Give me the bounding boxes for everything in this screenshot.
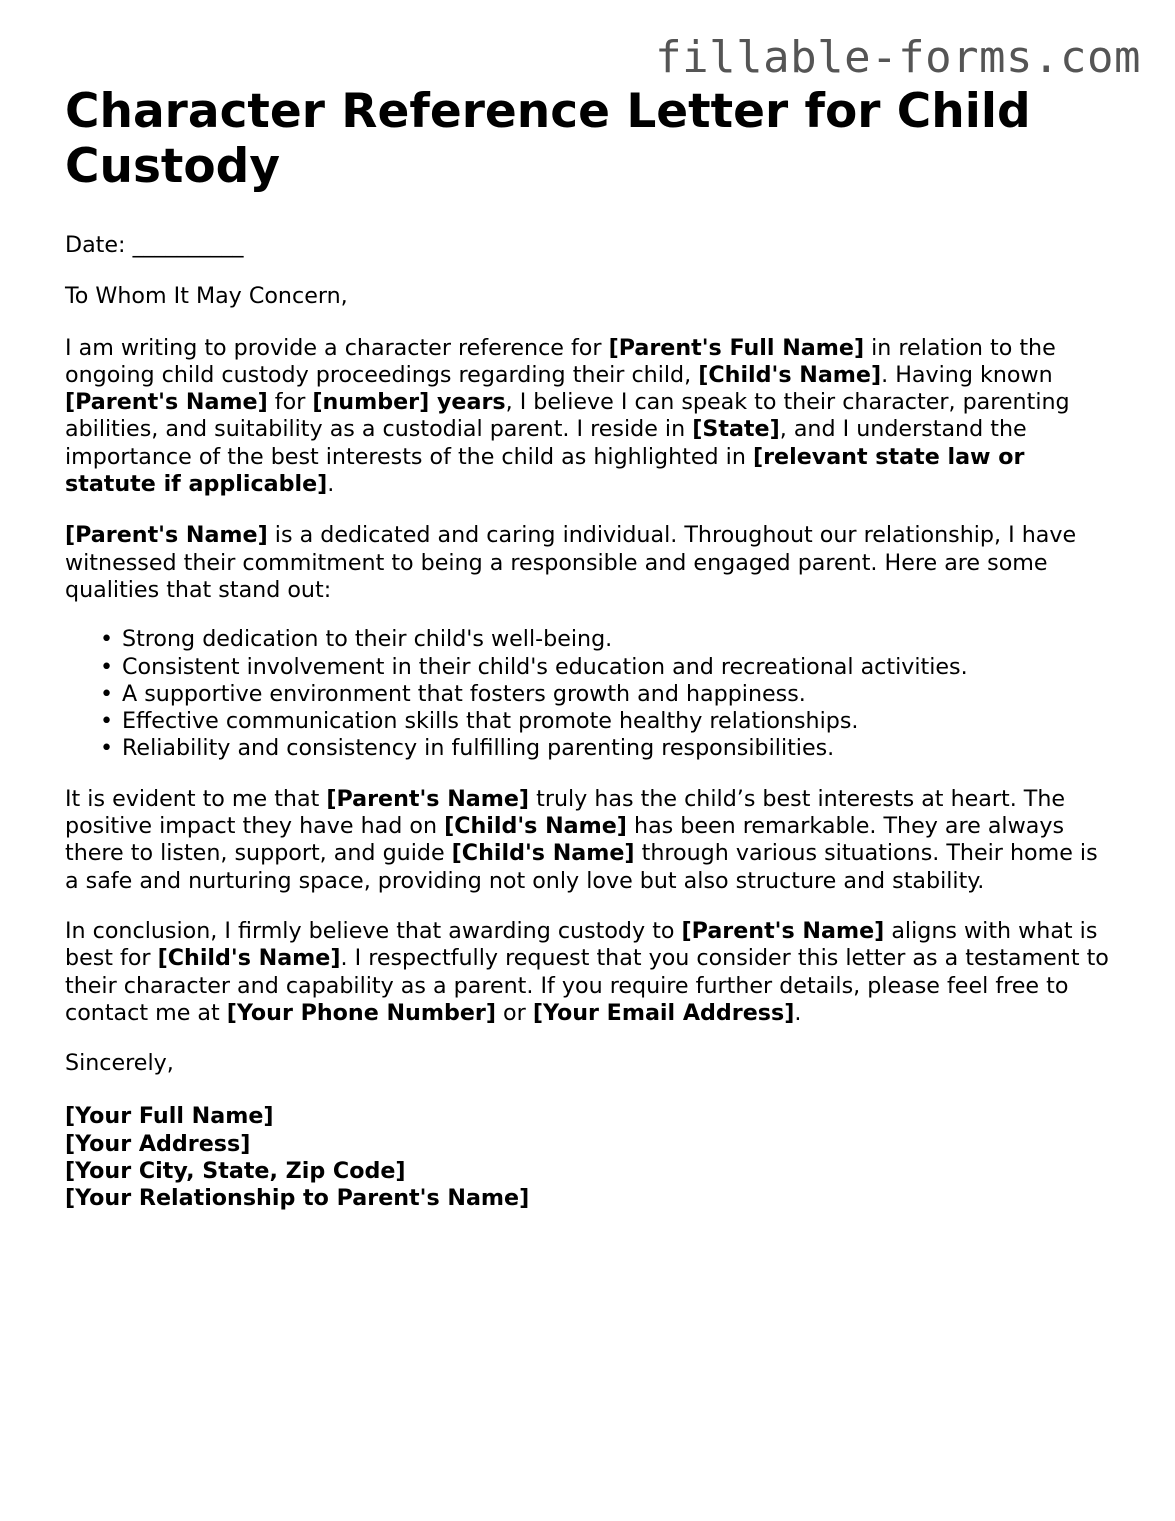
text-span: is a dedicated and caring individual. Throughout our relationship, I have witnessed their commitment to being a responsible and engaged parent. Here are some qualities that stand out: (65, 522, 1077, 603)
page-title: Character Reference Letter for Child Custody (65, 84, 1031, 194)
paragraph-evidence (65, 786, 1115, 895)
text-span: It is evident to me that (65, 785, 327, 812)
placeholder-parent-name: [Parent's Name] (65, 522, 268, 549)
signature-city-state-zip: [Your City, State, Zip Code] (65, 1158, 406, 1185)
placeholder-child-name: [Child's Name] (157, 945, 341, 972)
date-label: Date: (65, 232, 126, 258)
bullet-icon: • (100, 735, 114, 762)
watermark: fillable-forms.com (655, 32, 1141, 83)
list-item-text: Effective communication skills that promote healthy relationships. (122, 708, 859, 735)
list-item (100, 735, 1115, 762)
placeholder-child-name: [Child's Name] (451, 840, 635, 867)
date-line (65, 232, 1115, 259)
text-span: for (267, 389, 313, 416)
text-span: in relation to the ongoing child custody proceedings regarding their child, (65, 334, 1056, 388)
signature-block (65, 1103, 1115, 1212)
list-item (100, 626, 1115, 653)
placeholder-parent-name: [Parent's Name] (65, 389, 268, 416)
paragraph-intro (65, 335, 1115, 499)
text-span: . I respectfully request that you consider this letter as a testament to their character and capability as a parent. If you require further details, please feel free to contact me at (65, 945, 1109, 1026)
placeholder-child-name: [Child's Name] (698, 361, 882, 388)
placeholder-phone-number: [Your Phone Number] (226, 999, 496, 1026)
paragraph-conclusion (65, 918, 1115, 1027)
salutation: To Whom It May Concern, (65, 283, 348, 310)
letter (65, 84, 1115, 1213)
text-span: through various situations. Their home is a safe and nurturing space, providing not only love but also structure and stability. (65, 840, 1098, 894)
signature-relationship: [Your Relationship to Parent's Name] (65, 1185, 530, 1212)
text-span: . (327, 471, 335, 498)
placeholder-number-years: [number] years (312, 389, 506, 416)
bullet-icon: • (100, 680, 114, 707)
list-item (100, 680, 1115, 708)
text-span: I am writing to provide a character reference for (65, 334, 609, 361)
text-span: . (794, 999, 802, 1026)
placeholder-email-address: [Your Email Address] (532, 999, 795, 1026)
list-item-text: A supportive environment that fosters growth and happiness. (122, 680, 806, 707)
qualities-list (65, 626, 1115, 762)
text-span: , I believe I can speak to their character, parenting abilities, and suitability as a custodial parent. I reside in (65, 389, 1070, 443)
text-span: , and I understand the importance of the best interests of the child as highlighted in (65, 416, 1027, 470)
bullet-icon: • (100, 626, 114, 653)
placeholder-parent-name: [Parent's Name] (681, 917, 885, 944)
text-span: aligns with what is best for (65, 917, 1098, 972)
placeholder-child-name: [Child's Name] (444, 813, 627, 840)
signature-name: [Your Full Name] (65, 1103, 274, 1130)
text-span: In conclusion, I firmly believe that awarding custody to (65, 917, 682, 944)
bullet-icon: • (100, 708, 114, 735)
signature-address: [Your Address] (65, 1130, 251, 1157)
date-field[interactable]: __________ (132, 232, 244, 258)
list-item (100, 708, 1115, 735)
placeholder-parent-name: [Parent's Name] (326, 785, 530, 812)
placeholder-state: [State] (692, 416, 780, 443)
list-item (100, 653, 1115, 681)
closing: Sincerely, (65, 1050, 174, 1077)
bullet-icon: • (100, 653, 114, 680)
list-item-text: Strong dedication to their child's well-being. (122, 626, 613, 653)
text-span: has been remarkable. They are always there to listen, support, and guide (65, 813, 1065, 867)
paragraph-qualities-intro (65, 522, 1115, 604)
text-span: . Having known (881, 361, 1053, 388)
list-item-text: Reliability and consistency in fulfilling parenting responsibilities. (122, 735, 835, 762)
placeholder-parent-full-name: [Parent's Full Name] (608, 334, 865, 361)
text-span: or (496, 999, 533, 1026)
placeholder-state-law: [relevant state law or statute if applicable] (65, 443, 1025, 498)
list-item-text: Consistent involvement in their child's education and recreational activities. (122, 653, 968, 680)
text-span: truly has the child’s best interests at heart. The positive impact they have had on (65, 785, 1066, 840)
